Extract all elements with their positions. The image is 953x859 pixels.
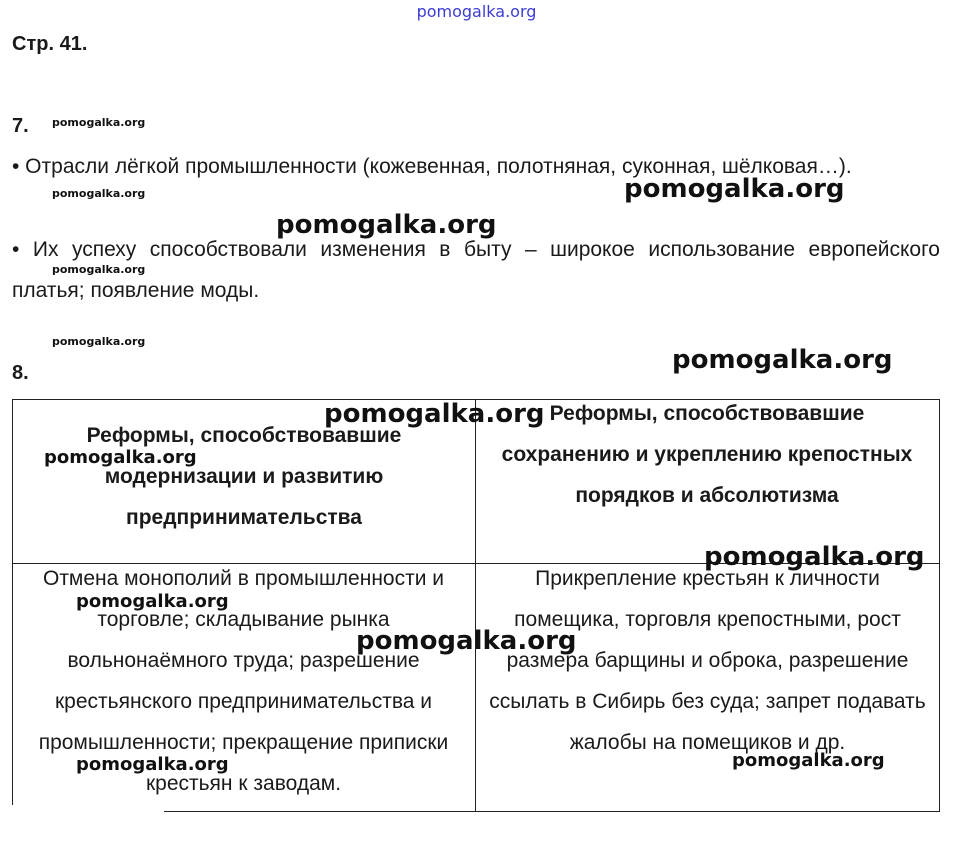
q7-bullet-1: • Отрасли лёгкой промышленности (кожевенная, полотняная, суконная, шёлковая…).: [12, 155, 852, 178]
watermark-small: pomogalka.org: [52, 116, 146, 129]
watermark-large: pomogalka.org: [704, 542, 925, 572]
watermark-top: pomogalka.org: [416, 2, 537, 21]
watermark-medium: pomogalka.org: [732, 750, 885, 771]
table-header-serfdom: Реформы, способствовавшие сохранению и укреплению крепостных порядков и абсолютизма: [501, 402, 913, 507]
table-header-modernization: Реформы, способствовавшие модернизации и развитию предпринимательства: [86, 424, 402, 529]
watermark-large: pomogalka.org: [672, 345, 893, 375]
page-title: Стр. 41.: [12, 33, 88, 55]
watermark-medium: pomogalka.org: [76, 591, 229, 612]
watermark-small: pomogalka.org: [52, 187, 146, 200]
question-7-number: 7.: [12, 115, 29, 137]
table-cell-modernization: Отмена монополий в промышленности и торговле; складывание рынка вольнонаёмного труда; разрешение крестьянского предпринимательства и промышленности; прекращение приписки крестьян к заводам.: [38, 567, 449, 795]
watermark-medium: pomogalka.org: [44, 447, 197, 468]
watermark-large: pomogalka.org: [624, 174, 845, 204]
watermark-small: pomogalka.org: [52, 335, 146, 348]
question-8-number: 8.: [12, 362, 29, 384]
table-divider-col: [475, 399, 476, 811]
table-cell-serfdom: Прикрепление крестьян к личности помещика, торговля крепостными, рост размера барщины и оброка, разрешение ссылать в Сибирь без суда; запрет подавать жалобы на помещиков и др.: [489, 567, 926, 754]
table-border-right: [939, 399, 940, 811]
watermark-large: pomogalka.org: [356, 626, 577, 656]
watermark-medium: pomogalka.org: [76, 754, 229, 775]
watermark-small: pomogalka.org: [52, 263, 146, 276]
q7-bullet-2: • Их успеху способствовали изменения в быту – широкое использование европейского платья; появление моды.: [12, 238, 940, 302]
watermark-large: pomogalka.org: [276, 210, 497, 240]
table-border-left: [12, 399, 13, 805]
watermark-large: pomogalka.org: [324, 399, 545, 429]
table-border-bottom: [164, 811, 940, 812]
